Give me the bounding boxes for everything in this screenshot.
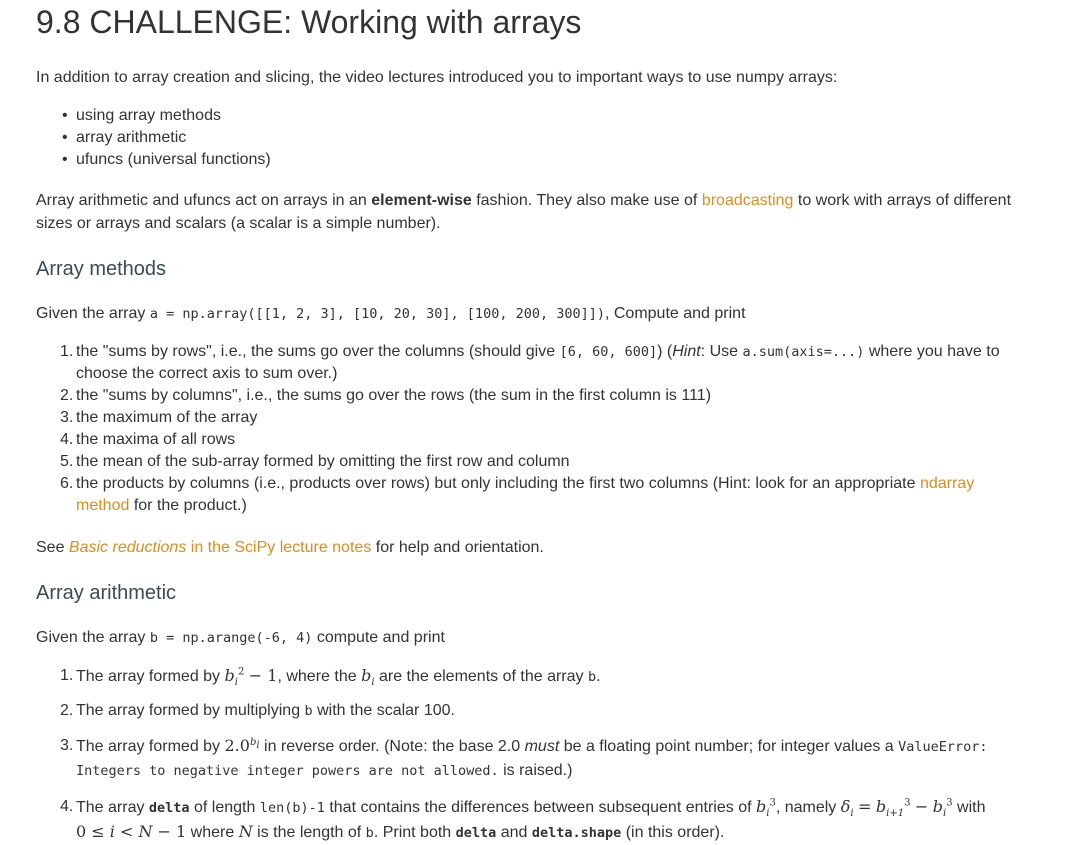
- array-arithmetic-list: [36, 665, 1046, 845]
- list-item: • array arithmetic: [36, 127, 271, 149]
- ndarray-link[interactable]: ndarray: [919, 475, 975, 492]
- list-item: • ufuncs (universal functions): [36, 149, 271, 171]
- given-array-b: Given the array b = np.arange(-6, 4) compute and print: [36, 629, 445, 646]
- broadcasting-link[interactable]: broadcasting: [701, 192, 794, 209]
- list-item: 2. the "sums by columns", i.e., the sums go over the rows (the sum in the first column is 111): [60, 387, 712, 404]
- list-item: 2. The array formed by multiplying b with the scalar 100.: [60, 702, 455, 719]
- list-item: 4. The array delta of length len(b)-1 that contains the differences between subsequent entries of $b_i^3$, namely $\delta_i = b_{i+1}^3 - b_i^3$ with 0 ≤ i < N − 1 where N is the length of b. Print both delta and delta.shape (in this order).: [60, 797, 986, 841]
- list-item: 1. The array formed by $b_i^2 - 1$, where the $b_i$ are the elements of the array b.: [60, 666, 601, 689]
- section-heading-array-methods: Array methods: [36, 258, 167, 280]
- section-heading-array-arithmetic: Array arithmetic: [36, 582, 177, 604]
- intro-paragraph: In addition to array creation and slicing, the video lectures introduced you to important ways to use numpy arrays:: [36, 69, 838, 86]
- list-item: 1. the "sums by rows", i.e., the sums go over the columns (should give [6, 60, 600]) (Hint: Use a.sum(axis=...) where you have to choose the correct axis to sum over.): [60, 343, 1000, 382]
- list-item: 4. the maxima of all rows: [60, 431, 236, 448]
- given-array-a: Given the array a = np.array([[1, 2, 3], [10, 20, 30], [100, 200, 300]]), Compute and print: [36, 305, 746, 322]
- scipy-lecture-notes-link[interactable]: Basic reductions in the SciPy lecture notes: [68, 539, 372, 556]
- page-title: 9.8 CHALLENGE: Working with arrays: [36, 4, 582, 40]
- ndarray-method-link[interactable]: method: [76, 497, 130, 514]
- list-item: 3. the maximum of the array: [60, 409, 258, 426]
- see-paragraph: See Basic reductions in the SciPy lecture notes for help and orientation.: [36, 539, 544, 556]
- bullet-list: [36, 105, 271, 171]
- list-item: 3. The array formed by $2.0^{b_i}$ in reverse order. (Note: the base 2.0 must be a floating point number; for integer values a ValueError: Integers to negative integer powers are not allowed. is raised.): [60, 736, 988, 779]
- list-item: 6. the products by columns (i.e., products over rows) but only including the first two columns (Hint: look for an appropriate ndarray method for the product.): [60, 475, 975, 514]
- array-methods-list: [36, 341, 1036, 517]
- list-item: 5. the mean of the sub-array formed by omitting the first row and column: [60, 453, 570, 470]
- broadcasting-paragraph: Array arithmetic and ufuncs act on arrays in an element-wise fashion. They also make use of broadcasting to work with arrays of different sizes or arrays and scalars (a scalar is a simple number).: [36, 192, 1012, 232]
- list-item: • using array methods: [36, 105, 271, 127]
